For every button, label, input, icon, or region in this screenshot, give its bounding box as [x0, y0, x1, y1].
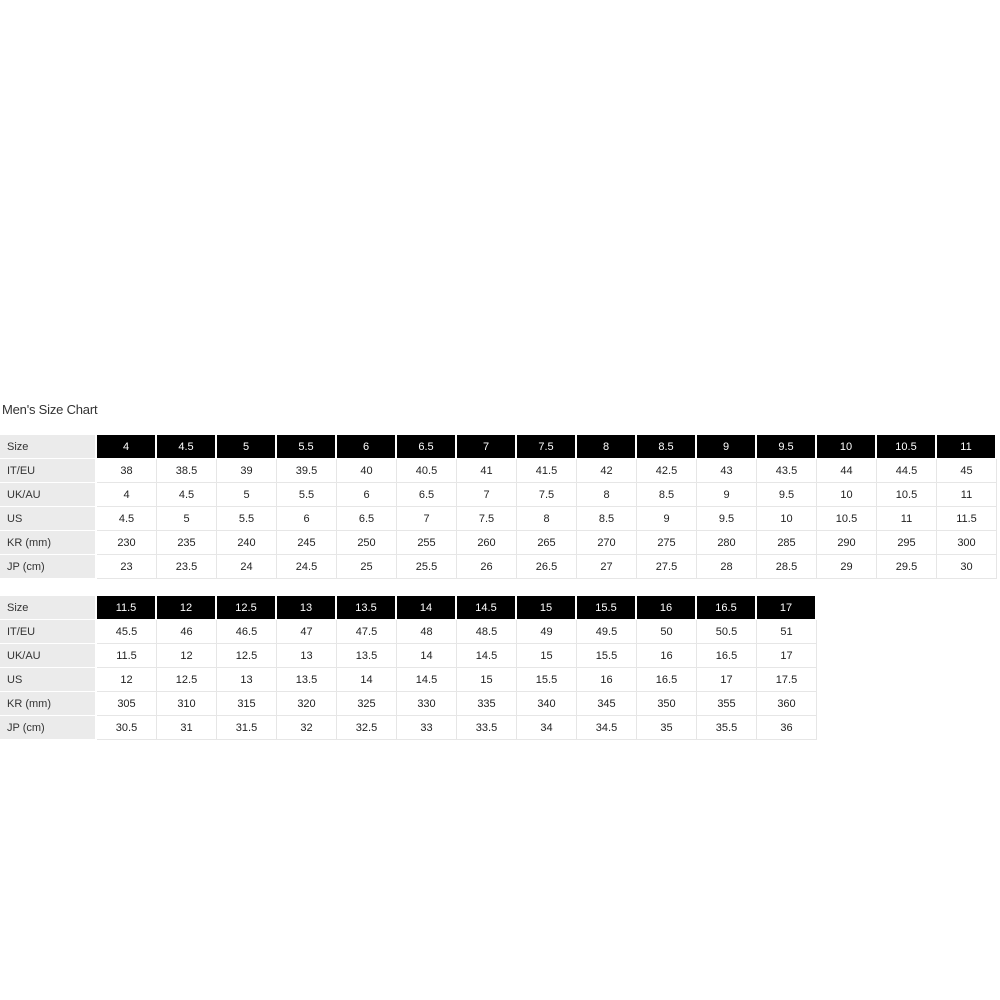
size-header-cell: 13.5: [337, 596, 397, 620]
table-cell: 50.5: [697, 620, 757, 644]
table-cell: 26: [457, 555, 517, 579]
table-row: [0, 531, 997, 555]
table-cell: 310: [157, 692, 217, 716]
table-cell: 39: [217, 459, 277, 483]
size-header-cell: 6: [337, 435, 397, 459]
table-cell: 10: [817, 483, 877, 507]
table-cell: 7: [397, 507, 457, 531]
table-cell: 10.5: [817, 507, 877, 531]
table-cell: 29: [817, 555, 877, 579]
table-cell: 13.5: [277, 668, 337, 692]
table-cell: 7.5: [517, 483, 577, 507]
table-cell: 285: [757, 531, 817, 555]
table-cell: 35.5: [697, 716, 757, 740]
table-cell: 32: [277, 716, 337, 740]
table-cell: 10: [757, 507, 817, 531]
table-cell: 12.5: [157, 668, 217, 692]
table-cell: 28: [697, 555, 757, 579]
table-cell: 4.5: [157, 483, 217, 507]
table-cell: 5.5: [217, 507, 277, 531]
table-cell: 4.5: [97, 507, 157, 531]
size-header-cell: 10.5: [877, 435, 937, 459]
table-cell: 8: [517, 507, 577, 531]
table-row: [0, 716, 817, 740]
table-row: [0, 459, 997, 483]
table-cell: 11.5: [97, 644, 157, 668]
table-cell: 38: [97, 459, 157, 483]
table-cell: 47.5: [337, 620, 397, 644]
table-cell: 8.5: [577, 507, 637, 531]
table-cell: 230: [97, 531, 157, 555]
table-cell: 13: [217, 668, 277, 692]
table-cell: 270: [577, 531, 637, 555]
table-cell: 34: [517, 716, 577, 740]
size-header-cell: 11: [937, 435, 997, 459]
table-cell: 29.5: [877, 555, 937, 579]
table-cell: 8.5: [637, 483, 697, 507]
size-header-cell: 17: [757, 596, 817, 620]
table-cell: 35: [637, 716, 697, 740]
table-cell: 30: [937, 555, 997, 579]
size-header-cell: 6.5: [397, 435, 457, 459]
table-cell: 12: [97, 668, 157, 692]
table-cell: 15.5: [517, 668, 577, 692]
row-label: UK/AU: [0, 483, 97, 507]
size-header-cell: 8: [577, 435, 637, 459]
table-cell: 6.5: [397, 483, 457, 507]
table-cell: 13.5: [337, 644, 397, 668]
table-cell: 33.5: [457, 716, 517, 740]
table-cell: 14: [337, 668, 397, 692]
table-cell: 24: [217, 555, 277, 579]
table-cell: 335: [457, 692, 517, 716]
table-cell: 49.5: [577, 620, 637, 644]
table-cell: 48.5: [457, 620, 517, 644]
table-cell: 325: [337, 692, 397, 716]
size-table-1: [0, 435, 997, 579]
size-header-cell: 14.5: [457, 596, 517, 620]
table-row: [0, 483, 997, 507]
row-label: KR (mm): [0, 692, 97, 716]
size-header-cell: 4.5: [157, 435, 217, 459]
page-title: Men's Size Chart: [2, 402, 98, 417]
table-cell: 43: [697, 459, 757, 483]
table-cell: 39.5: [277, 459, 337, 483]
table-cell: 30.5: [97, 716, 157, 740]
row-label: US: [0, 507, 97, 531]
table-cell: 7.5: [457, 507, 517, 531]
table-cell: 11.5: [937, 507, 997, 531]
size-header-cell: 12: [157, 596, 217, 620]
row-label: IT/EU: [0, 459, 97, 483]
size-header-cell: 15.5: [577, 596, 637, 620]
size-header-cell: 7: [457, 435, 517, 459]
table-cell: 255: [397, 531, 457, 555]
table-cell: 45: [937, 459, 997, 483]
row-label-size: Size: [0, 435, 97, 459]
table-row: [0, 644, 817, 668]
row-label: US: [0, 668, 97, 692]
size-header-row: [0, 596, 817, 620]
table-cell: 10.5: [877, 483, 937, 507]
table-cell: 45.5: [97, 620, 157, 644]
row-label: IT/EU: [0, 620, 97, 644]
table-cell: 9: [637, 507, 697, 531]
table-cell: 355: [697, 692, 757, 716]
table-cell: 44.5: [877, 459, 937, 483]
table-cell: 16.5: [637, 668, 697, 692]
table-cell: 315: [217, 692, 277, 716]
table-cell: 41: [457, 459, 517, 483]
size-header-cell: 9.5: [757, 435, 817, 459]
table-cell: 41.5: [517, 459, 577, 483]
row-label: KR (mm): [0, 531, 97, 555]
table-cell: 25: [337, 555, 397, 579]
size-table-2: [0, 596, 817, 740]
table-cell: 17: [757, 644, 817, 668]
size-header-cell: 10: [817, 435, 877, 459]
table-cell: 295: [877, 531, 937, 555]
table-cell: 240: [217, 531, 277, 555]
table-cell: 7: [457, 483, 517, 507]
table-cell: 36: [757, 716, 817, 740]
table-cell: 38.5: [157, 459, 217, 483]
table-row: [0, 620, 817, 644]
table-cell: 265: [517, 531, 577, 555]
size-header-cell: 11.5: [97, 596, 157, 620]
size-header-cell: 8.5: [637, 435, 697, 459]
table-cell: 40: [337, 459, 397, 483]
table-cell: 43.5: [757, 459, 817, 483]
table-cell: 47: [277, 620, 337, 644]
table-cell: 31: [157, 716, 217, 740]
table-cell: 44: [817, 459, 877, 483]
table-cell: 290: [817, 531, 877, 555]
size-header-cell: 5.5: [277, 435, 337, 459]
size-header-cell: 16: [637, 596, 697, 620]
table-cell: 32.5: [337, 716, 397, 740]
table-cell: 15.5: [577, 644, 637, 668]
table-cell: 27.5: [637, 555, 697, 579]
table-cell: 15: [457, 668, 517, 692]
row-label: JP (cm): [0, 716, 97, 740]
size-header-cell: 9: [697, 435, 757, 459]
row-label: JP (cm): [0, 555, 97, 579]
table-cell: 275: [637, 531, 697, 555]
table-cell: 34.5: [577, 716, 637, 740]
table-cell: 15: [517, 644, 577, 668]
table-cell: 14.5: [457, 644, 517, 668]
size-header-cell: 7.5: [517, 435, 577, 459]
table-cell: 23: [97, 555, 157, 579]
table-row: [0, 507, 997, 531]
table-cell: 11: [877, 507, 937, 531]
table-cell: 8: [577, 483, 637, 507]
table-row: [0, 692, 817, 716]
size-header-cell: 13: [277, 596, 337, 620]
table-cell: 330: [397, 692, 457, 716]
table-cell: 28.5: [757, 555, 817, 579]
size-header-row: [0, 435, 997, 459]
table-cell: 31.5: [217, 716, 277, 740]
table-cell: 17: [697, 668, 757, 692]
table-row: [0, 668, 817, 692]
table-cell: 340: [517, 692, 577, 716]
row-label-size: Size: [0, 596, 97, 620]
table-cell: 50: [637, 620, 697, 644]
table-cell: 350: [637, 692, 697, 716]
size-header-cell: 15: [517, 596, 577, 620]
table-cell: 320: [277, 692, 337, 716]
table-cell: 49: [517, 620, 577, 644]
table-cell: 11: [937, 483, 997, 507]
table-cell: 280: [697, 531, 757, 555]
table-cell: 46.5: [217, 620, 277, 644]
table-cell: 16.5: [697, 644, 757, 668]
table-cell: 5: [217, 483, 277, 507]
table-cell: 51: [757, 620, 817, 644]
table-cell: 360: [757, 692, 817, 716]
table-cell: 48: [397, 620, 457, 644]
table-cell: 250: [337, 531, 397, 555]
table-cell: 16: [637, 644, 697, 668]
table-cell: 9.5: [757, 483, 817, 507]
table-cell: 42: [577, 459, 637, 483]
table-cell: 12.5: [217, 644, 277, 668]
table-cell: 24.5: [277, 555, 337, 579]
table-cell: 14: [397, 644, 457, 668]
table-cell: 5: [157, 507, 217, 531]
table-cell: 46: [157, 620, 217, 644]
size-header-cell: 4: [97, 435, 157, 459]
table-cell: 260: [457, 531, 517, 555]
table-cell: 26.5: [517, 555, 577, 579]
row-label: UK/AU: [0, 644, 97, 668]
table-cell: 33: [397, 716, 457, 740]
table-cell: 300: [937, 531, 997, 555]
table-cell: 5.5: [277, 483, 337, 507]
table-cell: 42.5: [637, 459, 697, 483]
table-cell: 13: [277, 644, 337, 668]
size-header-cell: 16.5: [697, 596, 757, 620]
table-cell: 6.5: [337, 507, 397, 531]
size-header-cell: 14: [397, 596, 457, 620]
table-cell: 9: [697, 483, 757, 507]
size-header-cell: 12.5: [217, 596, 277, 620]
table-cell: 14.5: [397, 668, 457, 692]
table-cell: 9.5: [697, 507, 757, 531]
table-cell: 40.5: [397, 459, 457, 483]
table-cell: 245: [277, 531, 337, 555]
table-cell: 16: [577, 668, 637, 692]
table-cell: 6: [337, 483, 397, 507]
table-cell: 25.5: [397, 555, 457, 579]
table-cell: 345: [577, 692, 637, 716]
table-cell: 305: [97, 692, 157, 716]
table-cell: 27: [577, 555, 637, 579]
table-cell: 23.5: [157, 555, 217, 579]
table-cell: 17.5: [757, 668, 817, 692]
table-cell: 6: [277, 507, 337, 531]
table-cell: 4: [97, 483, 157, 507]
table-cell: 12: [157, 644, 217, 668]
size-header-cell: 5: [217, 435, 277, 459]
table-row: [0, 555, 997, 579]
table-cell: 235: [157, 531, 217, 555]
